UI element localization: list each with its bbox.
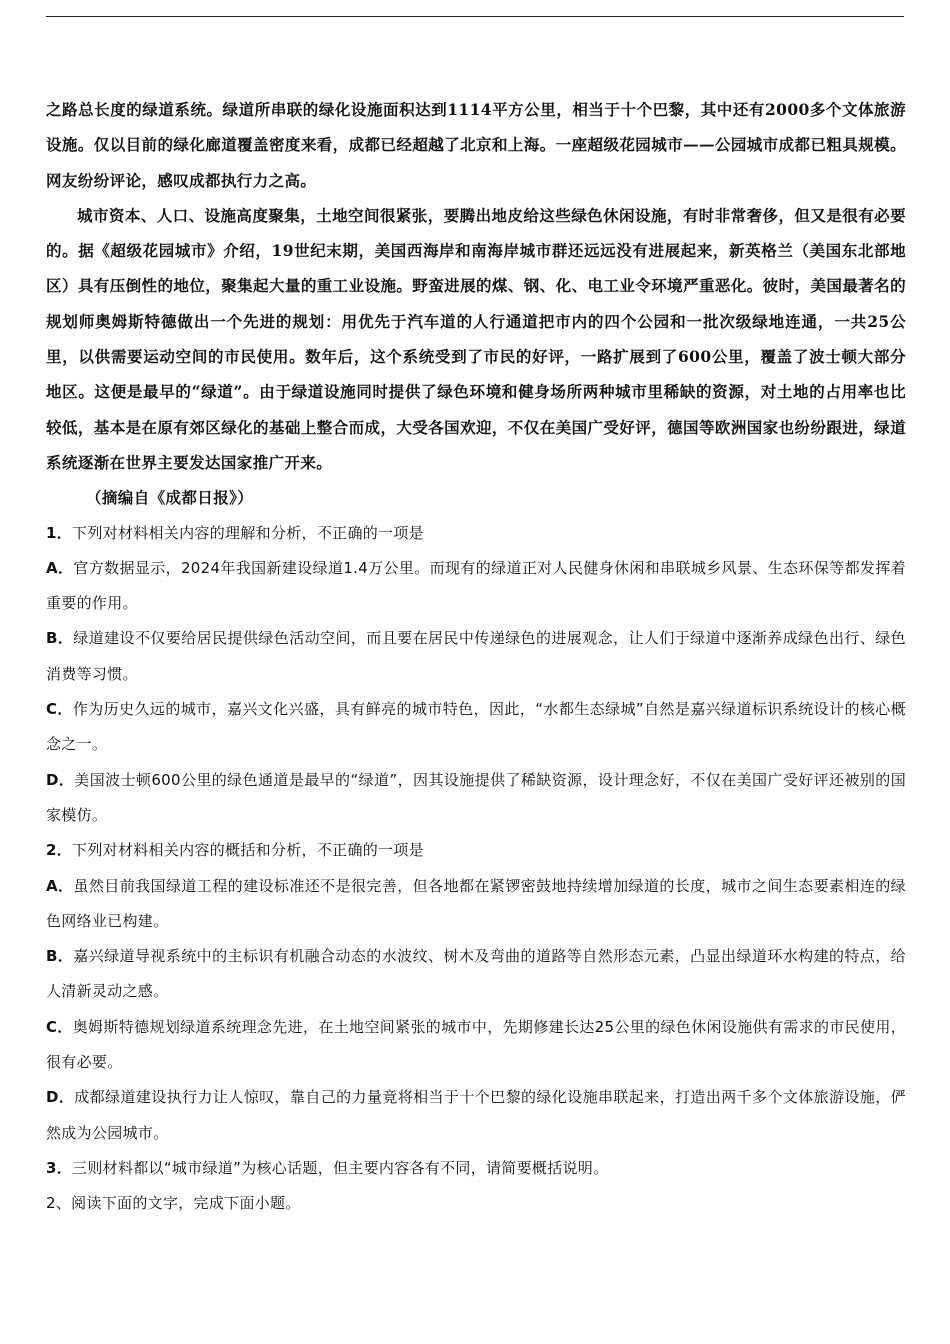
option-a: A．虽然目前我国绿道工程的建设标准还不是很完善，但各地都在紧锣密鼓地持续增加绿道的长度，城市之间生态要素相连的绿色网络业已构建。 xyxy=(46,876,906,930)
document-body xyxy=(46,92,906,1222)
passage-paragraph-2: 城市资本、人口、设施高度聚集，土地空间很紧张，要腾出地皮给这些绿色休闲设施，有时非常奢侈，但又是很有必要的。据《超级花园城市》介绍，19世纪末期，美国西海岸和南海岸城市群还远远没有进展起来，新英格兰（美国东北部地区）具有压倒性的地位，聚集起大量的重工业设施。野蛮进展的煤、钢、化、电工业令环境严重恶化。彼时，美国最著名的规划师奥姆斯特德做出一个先进的规划：用优先于汽车道的人行通道把市内的四个公园和一批次级绿地连通，一共25公里，以供需要运动空间的市民使用。数年后，这个系统受到了市民的好评，一路扩展到了600公里，覆盖了波士顿大部分地区。这便是最早的“绿道”。由于绿道设施同时提供了绿色环境和健身场所两种城市里稀缺的资源，对土地的占用率也比较低，基本是在原有郊区绿化的基础上整合而成，大受各国欢迎，不仅在美国广受好评，德国等欧洲国家也纷纷跟进，绿道系统逐渐在世界主要发达国家推广开来。 xyxy=(46,205,906,472)
question-stem: 2．下列对材料相关内容的概括和分析，不正确的一项是 xyxy=(46,841,424,860)
passage-paragraph-1: 之路总长度的绿道系统。绿道所串联的绿化设施面积达到1114平方公里，相当于十个巴黎，其中还有2000多个文体旅游设施。仅以目前的绿化廊道覆盖密度来看，成都已经超越了北京和上海。一座超级花园城市——公园城市成都已粗具规模。网友纷纷评论，感叹成都执行力之高。 xyxy=(46,100,906,190)
option-b: B．嘉兴绿道导视系统中的主标识有机融合动态的水波纹、树木及弯曲的道路等自然形态元素，凸显出绿道环水构建的特点，给人清新灵动之感。 xyxy=(46,947,906,1001)
option-c: C．奥姆斯特德规划绿道系统理念先进，在土地空间紧张的城市中，先期修建长达25公里的绿色休闲设施供有需求的市民使用，很有必要。 xyxy=(46,1017,907,1072)
question-1 xyxy=(46,516,906,834)
question-stem: 3．三则材料都以“城市绿道”为核心话题，但主要内容各有不同，请简要概括说明。 xyxy=(46,1158,609,1177)
question-2 xyxy=(46,833,906,1151)
option-d: D．成都绿道建设执行力让人惊叹，靠自己的力量竟将相当于十个巴黎的绿化设施串联起来，打造出两千多个文体旅游设施，俨然成为公园城市。 xyxy=(46,1088,906,1142)
question-stem: 1．下列对材料相关内容的理解和分析，不正确的一项是 xyxy=(46,523,424,542)
option-b: B．绿道建设不仅要给居民提供绿色活动空间，而且要在居民中传递绿色的进展观念，让人们于绿道中逐渐养成绿色出行、绿色消费等习惯。 xyxy=(46,629,906,683)
option-c: C．作为历史久远的城市，嘉兴文化兴盛，具有鲜亮的城市特色，因此，“水都生态绿城”自然是嘉兴绿道标识系统设计的核心概念之一。 xyxy=(46,700,906,754)
question-number: 2． xyxy=(46,841,73,860)
option-a: A．官方数据显示，2024年我国新建设绿道1.4万公里。而现有的绿道正对人民健身休闲和串联城乡风景、生态环保等都发挥着重要的作用。 xyxy=(46,558,906,613)
source-citation: （摘编自《成都日报》） xyxy=(86,488,254,508)
option-d: D．美国波士顿600公里的绿色通道是最早的“绿道”，因其设施提供了稀缺资源，设计理念好，不仅在美国广受好评还被别的国家模仿。 xyxy=(46,770,906,824)
header-rule xyxy=(46,16,904,17)
question-3 xyxy=(46,1151,906,1186)
question-number: 3． xyxy=(46,1158,73,1177)
next-section-heading: 2、阅读下面的文字，完成下面小题。 xyxy=(46,1194,301,1213)
question-number: 1． xyxy=(46,523,73,542)
